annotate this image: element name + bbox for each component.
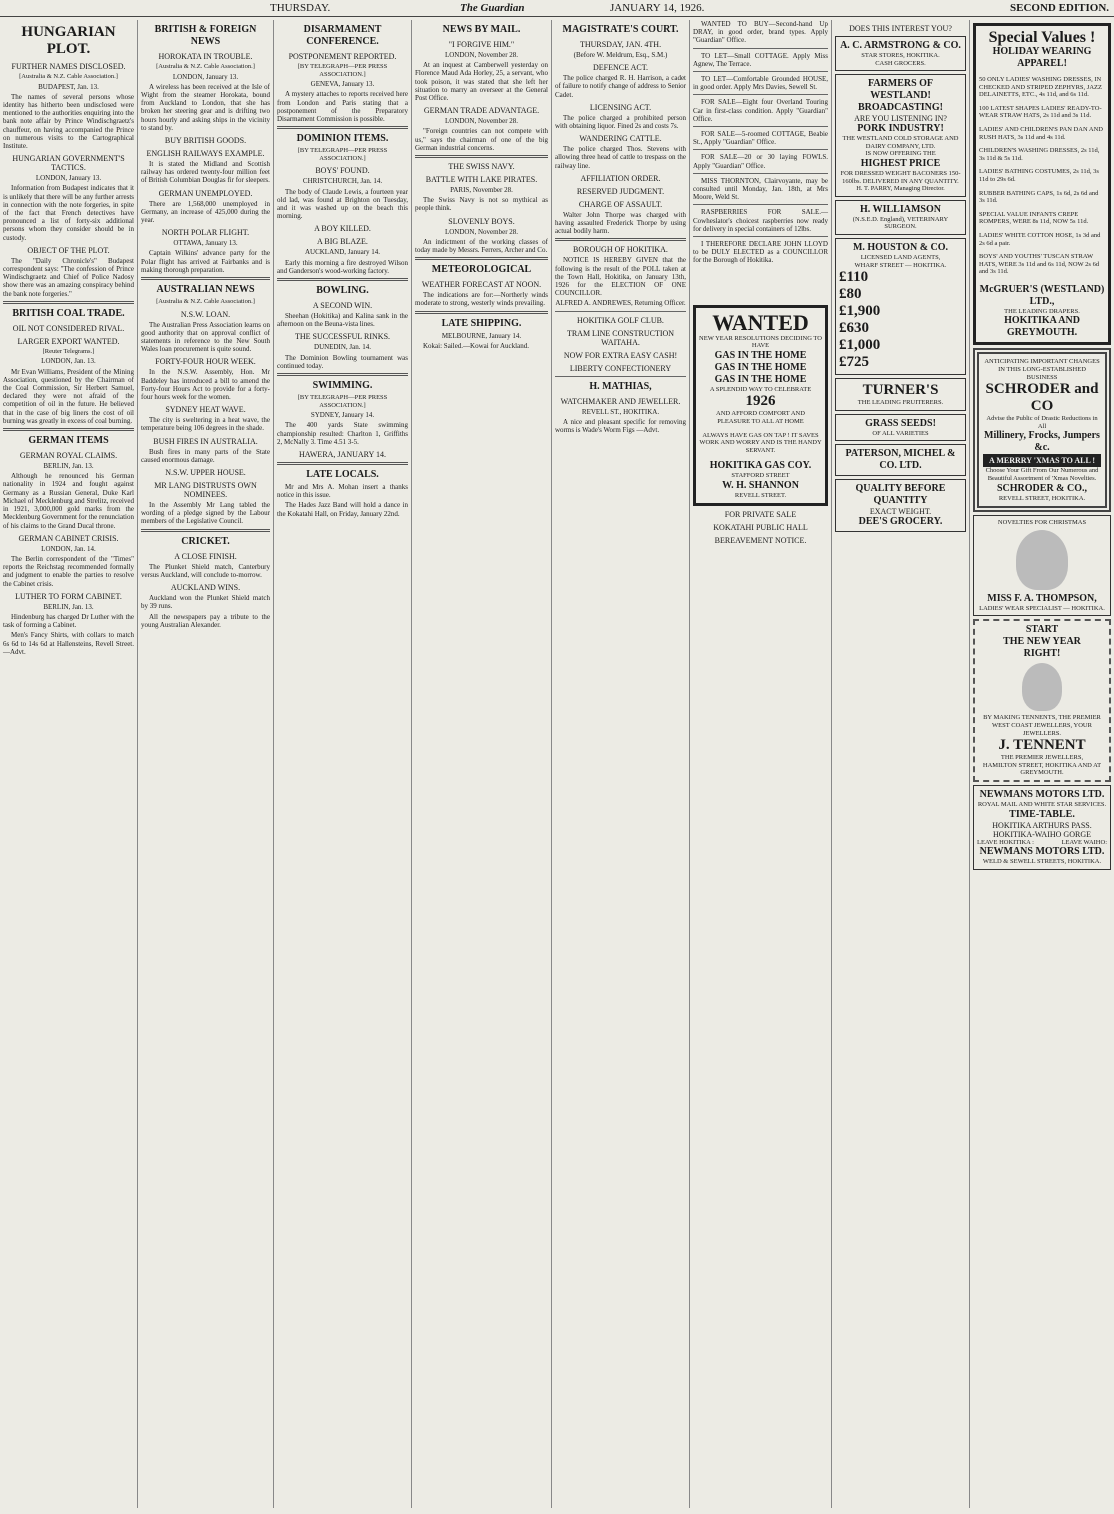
advert-headline: PORK INDUSTRY! — [857, 123, 944, 135]
advert-title: H. MATHIAS, — [589, 380, 652, 392]
classified-ad: RASPBERRIES FOR SALE.—Cowheslator's choicest raspberries now ready for delivery in special containers of 12lbs. — [693, 208, 828, 233]
article-body: "Foreign countries can not compete with us," says the chairman of one of the big German industrial concerns. — [415, 127, 548, 152]
dateline: AUCKLAND, January 14. — [304, 248, 381, 257]
article-body: Kokai: Sailed.—Kowai for Auckland. — [423, 341, 529, 350]
article-body: Although he renounced his German nationality in 1924 and fought against Germany as a Russian General, Duke Karl Michael of Mecklenburg and Strelitz, received in 1921, 3,000,000 gold marks from the Mecklenburg Government for the renunciation of his claims to the Grand Ducal throne. — [3, 472, 134, 530]
headline: LATE SHIPPING. — [441, 317, 522, 329]
subheadline: A BOY KILLED. — [314, 224, 371, 234]
grass-advert — [835, 414, 966, 442]
headline: LATE LOCALS. — [306, 469, 379, 481]
divider — [693, 204, 828, 205]
dateline: LONDON, November 28. — [444, 227, 519, 236]
advert-headline: NOVELTIES FOR CHRISTMAS — [997, 519, 1087, 527]
dateline: LONDON, January 13. — [35, 174, 102, 183]
article-body: In the Assembly Mr Lang tabled the wording of a pledge signed by the Labour members of the Legislative Council. — [141, 501, 270, 526]
gas-company-manager: W. H. SHANNON — [722, 480, 799, 492]
headline: BRITISH & FOREIGN NEWS — [154, 24, 257, 47]
column-5 — [552, 20, 690, 1508]
property-price: £1,000 — [839, 337, 881, 354]
subheadline: A BIG BLAZE. — [317, 237, 368, 247]
dateline: MELBOURNE, January 14. — [441, 331, 522, 340]
advert-line: HOKITIKA-WAIHO GORGE — [993, 829, 1091, 839]
notice-title: LIBERTY CONFECTIONERY — [569, 363, 672, 373]
timetable-row — [977, 839, 1107, 847]
classified-ad: FOR SALE—5-roomed COTTAGE, Beabie St., Apply "Guardian" Office. — [693, 130, 828, 147]
article-body: The police charged Thos. Stevens with allowing three head of cattle to trespass on the railway line. — [555, 145, 686, 170]
cable-credit: [Australia & N.Z. Cable Association.] — [156, 298, 255, 306]
gas-company: HOKITIKA GAS COY. — [709, 460, 812, 472]
article-body: All the newspapers pay a tribute to the young Australian Alexander. — [141, 612, 270, 629]
divider — [277, 278, 408, 281]
advert-name: McGRUER'S (WESTLAND) LTD., — [979, 283, 1105, 307]
dateline: LONDON, Jan. 13. — [41, 357, 96, 366]
dateline: DUNEDIN, Jan. 14. — [314, 343, 371, 352]
classified-ad: WANTED TO BUY—Second-hand Up DRAY, in good order, brand types. Apply "Guardian" Office. — [693, 20, 828, 45]
newmans-advert — [973, 785, 1111, 870]
headline: HUNGARIAN PLOT. — [21, 24, 116, 57]
advert-sub: STAR STORES, HOKITIKA. — [861, 52, 940, 59]
subheadline: GERMAN ROYAL CLAIMS. — [19, 451, 118, 461]
divider — [555, 376, 686, 377]
divider — [693, 126, 828, 127]
article-body: The Swiss Navy is not so mythical as people think. — [415, 196, 548, 213]
article-body: The Hades Jazz Band will hold a dance in the Kokatahi Hall, on Friday, January 22nd. — [277, 501, 408, 518]
article-body: The body of Claude Lewis, a fourteen year old lad, was found at Brighton on Tuesday, and it was washed up on the beach this morning. — [277, 187, 408, 221]
advert-line: A nice and pleasant specific for removing worms is Wade's Worm Figs —Advt. — [555, 417, 686, 435]
advert-headline: HOLIDAY WEARING APPAREL! — [992, 46, 1092, 69]
article-body: Bush fires in many parts of the State caused enormous damage. — [141, 447, 270, 464]
dateline: BERLIN, Jan. 13. — [43, 462, 94, 471]
paterson-advert — [835, 444, 966, 476]
gas-advert-note: ALWAYS HAVE GAS ON TAP ! IT SAVES WORK AND WORRY AND IS THE HANDY SERVANT. — [699, 431, 822, 454]
advert-name: MISS F. A. THOMPSON, — [987, 592, 1097, 604]
headline: BOWLING. — [316, 285, 369, 297]
advert-headline: BROADCASTING! — [857, 102, 943, 114]
advert-line: LADIES' BATHING COSTUMES, 2s 11d, 3s 11d to 29s 6d. — [979, 168, 1099, 183]
subheadline: ENGLISH RAILWAYS EXAMPLE. — [146, 149, 265, 159]
advert-headline: Special Values ! — [988, 29, 1096, 46]
advert-line: LADIES' AND CHILDREN'S PAN DAN AND RUSH HATS, 3s 11d and 4s 11d. — [979, 125, 1103, 141]
advert-line: 50 ONLY LADIES' WASHING DRESSES, IN CHECKED AND STRIPED ZEPHYRS, JAZZ DELAINETTS, ETC., 4s 11d, and 6s 11d. — [979, 76, 1102, 99]
advert-line: RUBBER BATHING CAPS, 1s 6d, 2s 6d and 3s 11d. — [979, 189, 1099, 205]
article-body: There are 1,568,000 unemployed in Germany, an increase of 425,000 during the year. — [141, 199, 270, 225]
property-price: £1,900 — [839, 303, 881, 320]
dateline: LONDON, January 13. — [172, 72, 239, 81]
article-body: A mystery attaches to reports received here from London and Paris stating that a postponement of the Preparatory Disarmament Commission is possible. — [277, 90, 408, 123]
article-body: Mr and Mrs A. Mohan insert a thanks notice in this issue. — [277, 483, 408, 500]
article-body: The Plunket Shield match, Canterbury versus Auckland, will conclude to-morrow. — [141, 562, 270, 579]
advert-name: NEWMANS MOTORS LTD. — [979, 788, 1105, 800]
advert-name: A. C. ARMSTRONG & CO. — [840, 40, 961, 51]
article-body: The "Daily Chronicle's" Budapest correspondent says: "The confession of Prince Windischgraetz and Chief of Police Nadosy show there was an amazing conspiracy behind the bank note forgeries." — [3, 256, 134, 298]
divider — [693, 173, 828, 174]
advert-headline: TIME-TABLE. — [1009, 808, 1075, 820]
advert-name: PATERSON, MICHEL & CO. LTD. — [845, 448, 956, 472]
subheadline: A CLOSE FINISH. — [174, 551, 237, 561]
advert-name: M. HOUSTON & CO. — [852, 241, 949, 253]
subheadline: GERMAN TRADE ADVANTAGE. — [423, 106, 540, 116]
column-1 — [0, 20, 138, 1508]
divider — [693, 48, 828, 49]
article-body: The Berlin correspondent of the "Times" reports the Reichstag recommended formally and judgment to enable the parties to resolve the Cabinet crisis. — [3, 554, 134, 588]
property-price: £725 — [839, 354, 869, 371]
divider — [555, 311, 686, 312]
advert-headline: QUALITY BEFORE QUANTITY — [855, 483, 946, 507]
subheadline: LICENSING ACT. — [589, 102, 652, 112]
lady-illustration — [1016, 530, 1068, 590]
headline: NEWS BY MAIL. — [442, 24, 521, 35]
column-2 — [138, 20, 274, 1508]
subheadline: N.S.W. LOAN. — [180, 309, 231, 319]
advert-name: SCHRODER and CO — [985, 381, 1099, 415]
article-body: The police charged R. H. Harrison, a cadet of failure to notify change of address to Senior Cadet. — [555, 74, 686, 99]
advert-line: ARE YOU LISTENING IN? — [854, 114, 947, 124]
gas-advert-title: WANTED — [712, 309, 809, 335]
advert-name: TURNER'S — [862, 382, 939, 399]
advert-line: BOYS' AND YOUTHS' TUSCAN STRAW HATS, WERE 3s 11d and 6s 11d, NOW 2s 6d and 3s 11d. — [979, 253, 1100, 276]
gas-advert-body: AND AFFORD COMFORT AND PLEASURE TO ALL AT HOME — [716, 410, 805, 426]
headline: AUSTRALIAN NEWS — [156, 284, 255, 296]
subheadline: BUSH FIRES IN AUSTRALIA. — [153, 436, 258, 446]
classified-ad: FOR SALE—20 or 30 laying FOWLS. Apply "Guardian" Office. — [693, 153, 828, 170]
subheadline: HUNGARIAN GOVERNMENT'S TACTICS. — [12, 154, 125, 173]
subheadline: POSTPONEMENT REPORTED. — [288, 52, 397, 61]
mcgruer-advert — [973, 23, 1111, 345]
subheadline: OBJECT OF THE PLOT. — [27, 245, 110, 255]
subheadline: OIL NOT CONSIDERED RIVAL. — [12, 323, 125, 333]
advert-line: HOKITIKA ARTHURS PASS. — [992, 820, 1092, 830]
headline: BRITISH COAL TRADE. — [12, 307, 125, 319]
subheadline: THE SWISS NAVY. — [448, 162, 515, 172]
court-magistrate: (Before W. Meldrum, Esq., S.M.) — [573, 51, 668, 59]
subheadline: "I FORGIVE HIM." — [448, 40, 515, 49]
masthead-day: THURSDAY. — [270, 2, 331, 14]
advert-sub: CASH GROCERS. — [875, 59, 926, 67]
advert-sub: LADIES' WEAR SPECIALIST — HOKITIKA. — [979, 604, 1105, 612]
advert-sub: THE PREMIER JEWELLERS, — [1000, 754, 1084, 762]
notice-title: KOKATAHI PUBLIC HALL — [713, 522, 808, 532]
advert-sub: WELD & SEWELL STREETS, HOKITIKA. — [982, 858, 1102, 866]
advert-line: FOR DRESSED WEIGHT BACONERS 150-160lbs. DELIVERED IN ANY QUANTITY. — [840, 169, 961, 185]
divider — [3, 428, 134, 431]
advert-line: 100 LATEST SHAPES LADIES' READY-TO-WEAR STRAW HATS, 2s 11d and 3s 11d. — [979, 104, 1102, 120]
headline: METEOROLOGICAL — [431, 264, 532, 276]
advert-name: DEE'S GROCERY. — [858, 516, 943, 528]
advert-line: Advise the Public of Drastic Reductions in All — [986, 415, 1098, 430]
gas-company-sub: STAFFORD STREET — [731, 472, 790, 480]
subheadline: GERMAN CABINET CRISIS. — [18, 533, 119, 543]
subheadline: CHARGE OF ASSAULT. — [578, 199, 663, 209]
armstrong-advert — [835, 36, 966, 71]
masthead-paper: The Guardian — [460, 2, 525, 14]
subheadline: MR LANG DISTRUSTS OWN NOMINEES. — [154, 481, 257, 500]
article-body: The Australian Press Association learns on good authority that on approval conflict of statements in reference to the New South Wales loan procurement is quite sound. — [141, 320, 270, 354]
headline: CRICKET. — [181, 535, 230, 547]
masthead-edition: SECOND EDITION. — [1010, 2, 1110, 14]
masthead-date: JANUARY 14, 1926. — [610, 2, 705, 14]
article-body: The 400 yards State swimming championship resulted: Charlton 1, Griffiths 2, McNally 3. Time 4.51 3-5. — [277, 421, 408, 446]
cable-credit: [Australia & N.Z. Cable Association.] — [156, 63, 255, 70]
notice-title: BEREAVEMENT NOTICE. — [714, 535, 807, 545]
gas-advert-sub: NEW YEAR RESOLUTIONS DECIDING TO HAVE — [699, 334, 822, 350]
divider — [693, 149, 828, 150]
advert-sub: THE LEADING FRUITERERS. — [857, 399, 944, 407]
divider — [415, 311, 548, 314]
notice-signature: ALFRED A. ANDREWES, Returning Officer. — [555, 299, 686, 308]
advert-headline: START — [1025, 624, 1059, 636]
advert-sub: WHARF STREET — HOKITIKA. — [854, 261, 947, 269]
advert-headline: GRASS SEEDS! — [865, 417, 936, 429]
advert-banner: A MERRRY 'XMAS TO ALL ! — [983, 454, 1101, 467]
subheadline: DEFENCE ACT. — [593, 63, 648, 73]
grocery-advert — [835, 479, 966, 532]
masthead — [0, 0, 1114, 17]
article-body: Mr Evan Williams, President of the Mining Association, questioned by the Chairman of the Coal Commission, Sir Herbert Samuel, declared they were not afraid of the competition of oil in the future. He believed that in the case of big liners the cost of oil burning was greatly in excess of coal burning. — [3, 367, 134, 425]
article-body: It is stated the Midland and Scottish railway has ordered twenty-four million feet of British Columbian Douglas fir for sleepers. — [141, 160, 270, 185]
subheadline: THE SUCCESSFUL RINKS. — [294, 332, 391, 342]
divider — [141, 277, 270, 280]
property-price: £630 — [839, 320, 869, 337]
dateline: PARIS, November 28. — [450, 186, 513, 195]
article-body: The city is sweltering in a heat wave, the temperature being 106 degrees in the shade. — [141, 416, 270, 433]
schroder-advert — [973, 348, 1111, 512]
advert-title: DOES THIS INTEREST YOU? — [849, 24, 952, 33]
veterinary-advert — [835, 200, 966, 235]
classified-ad: FOR SALE—Eight four Overland Touring Car in first-class condition. Apply "Guardian" Office. — [693, 98, 828, 123]
subheadline: FURTHER NAMES DISCLOSED. — [11, 62, 126, 71]
advert-headline: HIGHEST PRICE — [860, 157, 941, 169]
election-declaration: I THEREFORE DECLARE JOHN LLOYD to be DULY ELECTED as a COUNCILLOR for the Borough of Hokitika. — [693, 240, 828, 265]
advert-sub: HOKITIKA AND GREYMOUTH. — [1004, 315, 1080, 339]
classified-ad: TO LET—Small COTTAGE. Apply Miss Agnew, The Terrace. — [693, 51, 828, 68]
divider — [555, 238, 686, 241]
dateline: LONDON, November 28. — [444, 117, 519, 126]
dateline: SYDNEY, January 14. — [310, 411, 375, 420]
dateline: OTTAWA, January 13. — [173, 239, 238, 248]
land-agent-advert — [835, 238, 966, 375]
gas-company-address: REVELL STREET. — [734, 492, 787, 500]
advert-line: SPECIAL VALUE INFANTS CREPE ROMPERS, WERE 8s 11d, NOW 5s 11d. — [979, 210, 1089, 226]
timetable-label: LEAVE WAIHO: — [1061, 838, 1107, 846]
divider — [277, 126, 408, 129]
advert-sub: THE LEADING DRAPERS. — [1004, 307, 1080, 315]
tennent-advert — [973, 619, 1111, 782]
column-7 — [832, 20, 970, 1508]
advert-headline: FARMERS OF WESTLAND! — [867, 78, 934, 102]
notice-title: HOKITIKA GOLF CLUB. — [577, 315, 664, 325]
subheadline: THURSDAY, JAN. 4TH. — [579, 40, 662, 49]
gas-advert-line: GAS IN THE HOME — [714, 349, 807, 361]
dateline: BERLIN, Jan. 13. — [43, 602, 94, 611]
column-6 — [690, 20, 832, 1508]
advert-line: IS NOW OFFERING THE — [865, 150, 936, 158]
dateline: BUDAPEST, Jan. 13. — [38, 82, 99, 91]
advert-headline: Millinery, Frocks, Jumpers &c. — [984, 430, 1100, 454]
column-8 — [970, 20, 1114, 1508]
subheadline: LUTHER TO FORM CABINET. — [15, 591, 122, 601]
advert-name: H. WILLIAMSON — [860, 203, 941, 215]
advert-name: J. TENNENT — [998, 737, 1086, 754]
subheadline: HOROKATA IN TROUBLE. — [158, 52, 253, 61]
divider — [277, 373, 408, 376]
advert-subtitle: WATCHMAKER AND JEWELLER. — [560, 396, 681, 406]
article-body: Hindenburg has charged Dr Luther with the task of forming a Cabinet. — [3, 612, 134, 630]
cable-credit: [Australia & N.Z. Cable Association.] — [19, 73, 118, 80]
advert-line: EXACT WEIGHT. — [869, 507, 932, 517]
divider — [277, 462, 408, 465]
subheadline: HAWERA, JANUARY 14. — [298, 450, 387, 460]
subheadline: RESERVED JUDGMENT. — [576, 186, 665, 196]
notice-title: TRAM LINE CONSTRUCTION WAITAHA. — [566, 328, 675, 347]
gas-advert — [693, 305, 828, 506]
advert-sub: OF ALL VARIETIES — [872, 429, 929, 437]
subheadline: SLOVENLY BOYS. — [448, 216, 515, 226]
property-price: £110 — [839, 269, 869, 286]
notice-body: NOTICE IS HEREBY GIVEN that the following is the result of the POLL taken at the Town Hall, Hokitika, on January 13th, 1926 for the ELECTION OF ONE COUNCILLOR. — [555, 256, 686, 298]
gas-advert-line: GAS IN THE HOME — [714, 373, 807, 385]
turners-advert — [835, 378, 966, 411]
headline: GERMAN ITEMS — [28, 435, 109, 447]
gas-advert-line: GAS IN THE HOME — [714, 361, 807, 373]
article-body: Walter John Thorpe was charged with having assaulted Frederick Thorpe by using actual bodily harm. — [555, 210, 686, 236]
advert-line: THE WESTLAND COLD STORAGE AND DAIRY COMPANY, LTD. — [842, 135, 959, 150]
subheadline: FORTY-FOUR HOUR WEEK. — [155, 357, 256, 367]
column-4 — [412, 20, 552, 1508]
article-body: At an inquest at Camberwell yesterday on Florence Maud Ada Horley, 25, a servant, who took poison, it was stated that she left her situation to marry an overseer at the General Post Office. — [415, 61, 548, 103]
divider — [415, 257, 548, 260]
advert-name: SCHRODER & CO., — [996, 482, 1087, 494]
gas-advert-year: 1926 — [745, 393, 776, 410]
divider — [141, 529, 270, 532]
article-body: A wireless has been received at the Isle of Wight from the steamer Horokata, bound from Auckland to London, that she has broken her steering gear and is drifting two hours hourly and asking ships in the vicinity to stand by. — [141, 82, 270, 132]
subheadline: NORTH POLAR FLIGHT. — [161, 228, 250, 238]
subheadline: BATTLE WITH LAKE PIRATES. — [425, 175, 538, 185]
advert-sub: ROYAL MAIL AND WHITE STAR SERVICES. — [977, 800, 1107, 808]
headline: SWIMMING. — [312, 380, 373, 392]
advert-line: CHILDREN'S WASHING DRESSES, 2s 11d, 3s 11d & 5s 11d. — [979, 147, 1100, 162]
article-body: Sheehan (Hokitika) and Kalina sank in the afternoon on the Beuna-vista lines. — [277, 312, 408, 329]
cable-credit: [Reuter Telegrams.] — [42, 347, 95, 355]
thompson-advert — [973, 515, 1111, 616]
article-body: The indications are for:—Northerly winds moderate to strong, westerly winds prevailing. — [415, 291, 548, 308]
advert-signature: H. T. PARRY, Managing Director. — [856, 185, 945, 193]
property-price: £80 — [839, 286, 862, 303]
article-body: Auckland won the Plunket Shield match by 39 runs. — [141, 594, 270, 611]
advert-line: ANTICIPATING IMPORTANT CHANGES IN THIS LONG-ESTABLISHED BUSINESS — [984, 358, 1100, 381]
article-body: Captain Wilkins' advance party for the Polar flight has arrived at Fairbanks and is making thorough preparation. — [141, 249, 270, 274]
article-body: Early this morning a fire destroyed Wilson and Ganderson's wood-working factory. — [277, 258, 408, 275]
divider — [693, 71, 828, 72]
dateline: CHRISTCHURCH, Jan. 14. — [302, 177, 383, 186]
subheadline: WEATHER FORECAST AT NOON. — [421, 280, 542, 290]
headline: MAGISTRATE'S COURT. — [562, 24, 679, 35]
dateline: LONDON, Jan. 14. — [41, 544, 96, 553]
advert-sub: (N.S.E.D. England), VETERINARY SURGEON. — [852, 215, 949, 231]
notice-title: FOR PRIVATE SALE — [724, 509, 797, 519]
subheadline: WANDERING CATTLE. — [579, 134, 662, 144]
subheadline: BOYS' FOUND. — [315, 166, 370, 176]
advert-headline: THE NEW YEAR — [1003, 636, 1081, 648]
advert-line: Choose Your Gift From Our Numerous and Beautiful Assortment of 'Xmas Novelties. — [985, 467, 1099, 483]
cable-credit: [BY TELEGRAPH—PER PRESS ASSOCIATION.] — [297, 63, 388, 78]
subheadline: GERMAN UNEMPLOYED. — [158, 188, 253, 198]
subheadline: AUCKLAND WINS. — [170, 583, 241, 593]
advert-line: BY MAKING TENNENTS, THE PREMIER WEST COAST JEWELLERS, YOUR JEWELLERS. — [983, 714, 1101, 737]
notice-title: BOROUGH OF HOKITIKA. — [573, 245, 668, 255]
dateline: GENEVA, January 13. — [310, 80, 375, 89]
advert-name: NEWMANS MOTORS LTD. — [979, 846, 1105, 858]
subheadline: AFFILIATION ORDER. — [580, 173, 661, 183]
timetable-label: LEAVE HOKITIKA : — [977, 838, 1034, 846]
subheadline: BUY BRITISH GOODS. — [164, 136, 247, 146]
classified-ad: MISS THORNTON, Clairvoyante, may be consulted until Monday, Jan. 18th, at Mrs Moore, Weld St. — [693, 176, 828, 202]
subheadline: A SECOND WIN. — [312, 301, 373, 311]
article-body: In the N.S.W. Assembly, Hon. Mr Baddeley has introduced a bill to amend the Forty-four Hours Act to provide for a forty-four hours week for the women. — [141, 368, 270, 402]
advert-sub: REVELL STREET, HOKITIKA. — [998, 494, 1086, 502]
subheadline: SYDNEY HEAT WAVE. — [165, 405, 246, 415]
article-body: The Dominion Bowling tournament was continued today. — [277, 353, 408, 370]
article-body: Information from Budapest indicates that it is unlikely that there will be any further arrests in connection with the note forgeries, in spite of the fact that French detectives have pronounced a list of forty-six additional persons whom they consider should be in custody. — [3, 184, 135, 242]
advert-sub: LICENSED LAND AGENTS, — [860, 253, 941, 261]
advert-line: LADIES' WHITE COTTON HOSE, 1s 3d and 2s 6d a pair. — [979, 231, 1101, 247]
classified-ad: TO LET—Comfortable Grounded HOUSE, in good order. Apply Mrs Davies, Sewell St. — [693, 75, 828, 92]
divider — [693, 236, 828, 237]
divider — [3, 301, 134, 304]
divider — [415, 155, 548, 158]
advert-headline: RIGHT! — [1023, 648, 1061, 660]
subheadline: N.S.W. UPPER HOUSE. — [165, 468, 246, 478]
article-body: The police charged a prohibited person with obtaining liquor. Fined 2s and costs 7s. — [555, 113, 686, 131]
headline: DOMINION ITEMS. — [296, 133, 389, 145]
cable-credit: [BY TELEGRAPH—PER PRESS ASSOCIATION.] — [297, 394, 388, 409]
advert-line: Men's Fancy Shirts, with collars to match 6s 6d to 14s 6d at Hallensteins, Revell Street.—Advt. — [3, 631, 134, 656]
article-body: An indictment of the working classes of today made by Messrs. Ferrers, Archer and Co. — [415, 237, 548, 255]
advert-sub: HAMILTON STREET, HOKITIKA AND AT GREYMOUTH. — [982, 761, 1102, 777]
column-3 — [274, 20, 412, 1508]
divider — [693, 94, 828, 95]
dateline: LONDON, November 28. — [444, 51, 519, 59]
cold-storage-advert — [835, 74, 966, 197]
mascot-illustration — [1022, 663, 1062, 711]
advert-address: REVELL ST., HOKITIKA. — [581, 407, 660, 416]
article-body: The names of several persons whose identity has hitherto been undisclosed were mentioned to the authorities enquiring into the bank note affair by Prince Windischgraetz's chauffeur, on having accompanied the Prince on numerous visits to the Cartographical Institute. — [3, 92, 134, 151]
gas-advert-sub: A SPLENDID WAY TO CELEBRATE — [709, 385, 812, 393]
subheadline: LARGER EXPORT WANTED. — [17, 336, 120, 346]
notice-title: NOW FOR EXTRA EASY CASH! — [563, 350, 678, 360]
cable-credit: [BY TELEGRAPH—PER PRESS ASSOCIATION.] — [297, 147, 388, 162]
headline: DISARMAMENT CONFERENCE. — [303, 24, 382, 47]
